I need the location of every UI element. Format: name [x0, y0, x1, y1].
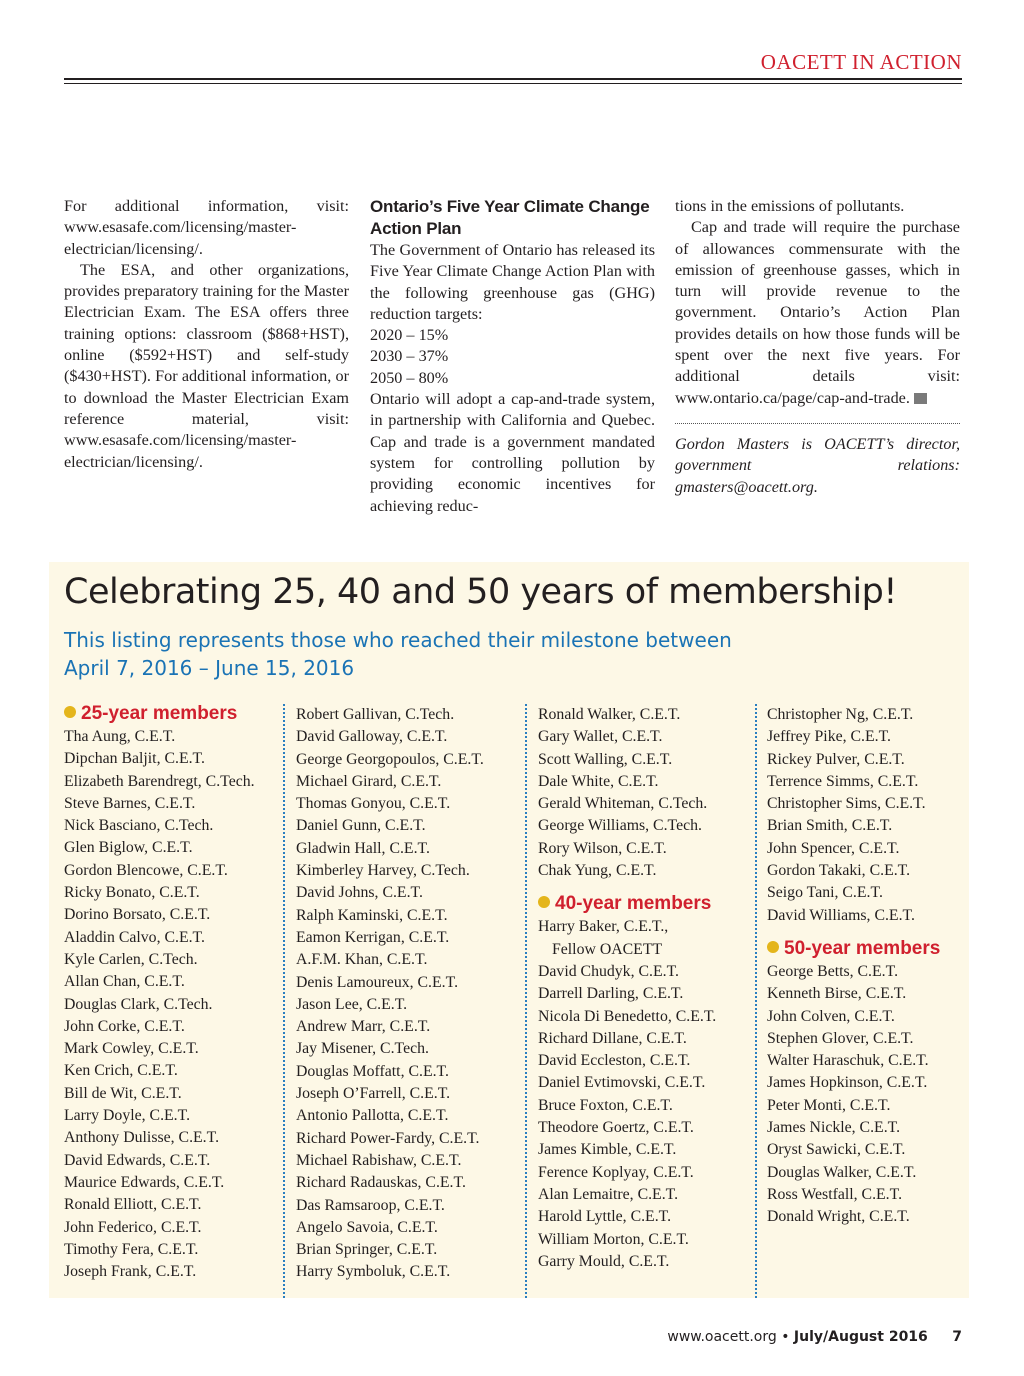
list-item: David Williams, C.E.T. — [767, 906, 915, 924]
member-list-40 — [538, 916, 753, 961]
list-item: Walter Haraschuk, C.E.T. — [767, 1052, 929, 1070]
list-item: John Spencer, C.E.T. — [767, 839, 900, 857]
member-column-2 — [296, 704, 516, 1284]
list-item: Daniel Gunn, C.E.T. — [296, 817, 426, 835]
list-item: David Edwards, C.E.T. — [64, 1151, 211, 1169]
list-item: Kimberley Harvey, C.Tech. — [296, 862, 470, 880]
list-item: Gary Wallet, C.E.T. — [538, 728, 663, 746]
header-rule — [64, 78, 962, 80]
list-item: Das Ramsaroop, C.E.T. — [296, 1196, 445, 1214]
list-item: Maurice Edwards, C.E.T. — [64, 1173, 225, 1191]
list-item: Jeffrey Pike, C.E.T. — [767, 728, 892, 746]
list-item: Elizabeth Barendregt, C.Tech. — [64, 772, 255, 790]
list-item: Joseph O’Farrell, C.E.T. — [296, 1085, 451, 1103]
list-item: Denis Lamoureux, C.E.T. — [296, 973, 459, 991]
list-item: Allan Chan, C.E.T. — [64, 973, 185, 991]
article-column-3 — [675, 196, 960, 498]
list-item: Ricky Bonato, C.E.T. — [64, 884, 200, 902]
list-item: David Eccleston, C.E.T. — [538, 1052, 691, 1070]
list-item: Seigo Tani, C.E.T. — [767, 884, 883, 902]
list-item: Ronald Elliott, C.E.T. — [64, 1196, 202, 1214]
column-separator — [283, 704, 285, 1298]
list-item: Thomas Gonyou, C.E.T. — [296, 795, 451, 813]
list-item: George Betts, C.E.T. — [767, 962, 899, 980]
list-item: Brian Springer, C.E.T. — [296, 1241, 438, 1259]
member-list-40-continued — [767, 704, 957, 927]
section-heading-50 — [767, 937, 957, 961]
bullet-icon — [64, 706, 76, 718]
list-item: George Georgopoulos, C.E.T. — [296, 750, 484, 768]
list-item: Richard Radauskas, C.E.T. — [296, 1174, 466, 1192]
list-item: David Galloway, C.E.T. — [296, 728, 448, 746]
footer-url: www.oacett.org — [667, 1329, 777, 1345]
paragraph — [675, 217, 960, 409]
paragraph: For additional information, visit: www.esasafe.com/licensing/master-electrician/licensing/. — [64, 197, 349, 258]
list-item: Chak Yung, C.E.T. — [538, 862, 657, 880]
list-item: Gerald Whiteman, C.Tech. — [538, 795, 708, 813]
list-item: Brian Smith, C.E.T. — [767, 817, 893, 835]
list-item: Bruce Foxton, C.E.T. — [538, 1096, 673, 1114]
column-separator — [755, 704, 757, 1298]
list-item: Mark Cowley, C.E.T. — [64, 1040, 199, 1058]
section-header: OACETT IN ACTION — [760, 50, 962, 74]
list-item: Alan Lemaitre, C.E.T. — [538, 1185, 679, 1203]
list-item: Gladwin Hall, C.E.T. — [296, 839, 430, 857]
list-item: Gordon Blencowe, C.E.T. — [64, 861, 228, 879]
list-item: Andrew Marr, C.E.T. — [296, 1018, 431, 1036]
list-item: John Colven, C.E.T. — [767, 1007, 895, 1025]
list-item: Rickey Pulver, C.E.T. — [767, 750, 905, 768]
list-item: Douglas Moffatt, C.E.T. — [296, 1062, 449, 1080]
member-column-3 — [538, 704, 753, 1273]
list-item: Oryst Sawicki, C.E.T. — [767, 1141, 906, 1159]
heading-text: 50-year members — [784, 937, 941, 959]
list-item: Ralph Kaminski, C.E.T. — [296, 906, 448, 924]
list-item: Kyle Carlen, C.Tech. — [64, 950, 198, 968]
list-item: Steve Barnes, C.E.T. — [64, 794, 196, 812]
list-item: Theodore Goertz, C.E.T. — [538, 1119, 694, 1137]
list-item: George Williams, C.Tech. — [538, 817, 702, 835]
membership-celebration-box — [49, 562, 969, 1298]
list-item: Jay Misener, C.Tech. — [296, 1040, 429, 1058]
list-item: Darrell Darling, C.E.T. — [538, 985, 684, 1003]
member-column-1 — [64, 702, 279, 1283]
paragraph-text: Cap and trade will require the purchase of allowances commensurate with the emission of greenhouse gasses, which in turn will provide revenue to the government. Ontario’s Action Plan provides details on how those funds will be spent over the next five years. For additional details visit: www.ontario.ca/page/cap-and-trade. — [675, 218, 960, 407]
member-list-25-continued — [538, 704, 753, 882]
target-item: 2020 – 15% — [370, 326, 449, 345]
list-item: Ronald Walker, C.E.T. — [538, 706, 681, 723]
list-item: Michael Girard, C.E.T. — [296, 772, 442, 790]
article-column-1 — [64, 196, 349, 473]
article-heading: Ontario’s Five Year Climate Change Action Plan — [370, 197, 650, 238]
bullet-icon — [767, 941, 779, 953]
list-item: Eamon Kerrigan, C.E.T. — [296, 928, 450, 946]
list-item: David Johns, C.E.T. — [296, 884, 423, 902]
list-item: Tha Aung, C.E.T. — [64, 728, 176, 745]
target-item: 2030 – 37% — [370, 347, 449, 366]
target-item: 2050 – 80% — [370, 368, 449, 387]
list-item: John Federico, C.E.T. — [64, 1218, 202, 1236]
list-item: John Corke, C.E.T. — [64, 1017, 185, 1035]
article-column-2 — [370, 196, 655, 517]
list-item: Ference Koplyay, C.E.T. — [538, 1163, 694, 1181]
list-item: Timothy Fera, C.E.T. — [64, 1240, 199, 1258]
subtitle-line: This listing represents those who reached their milestone between — [64, 628, 732, 652]
list-item: Peter Monti, C.E.T. — [767, 1096, 891, 1114]
list-item: James Kimble, C.E.T. — [538, 1141, 677, 1159]
member-list-40 — [538, 961, 753, 1273]
celebration-subtitle — [64, 626, 804, 682]
list-item: Nicola Di Benedetto, C.E.T. — [538, 1007, 717, 1025]
header-rule-thin — [64, 83, 962, 84]
page-number: 7 — [952, 1329, 962, 1345]
list-item: A.F.M. Khan, C.E.T. — [296, 951, 428, 969]
list-item: Robert Gallivan, C.Tech. — [296, 706, 455, 723]
list-item: Richard Power-Fardy, C.E.T. — [296, 1129, 480, 1147]
list-item: Donald Wright, C.E.T. — [767, 1208, 910, 1226]
heading-text: 40-year members — [555, 893, 712, 915]
bullet-icon — [538, 896, 550, 908]
list-item: Dipchan Baljit, C.E.T. — [64, 750, 205, 768]
list-item: Douglas Walker, C.E.T. — [767, 1163, 917, 1181]
footer-separator: • — [781, 1329, 790, 1345]
member-column-4 — [767, 704, 957, 1229]
member-list-25 — [64, 726, 279, 1283]
divider — [675, 423, 960, 424]
list-item: James Nickle, C.E.T. — [767, 1119, 901, 1137]
list-item: Ross Westfall, C.E.T. — [767, 1185, 903, 1203]
list-item: Harry Baker, C.E.T., — [538, 918, 669, 936]
paragraph: The ESA, and other organizations, provides preparatory training for the Master Electrician Exam. The ESA offers three training options: classroom ($868+HST), online ($592+HST) and self-study ($430+HST). For additional information, or to download the Master Electrician Exam reference material, visit: www.esasafe.com/licensing/master-electrician/licensing/. — [64, 260, 349, 471]
list-item: Christopher Sims, C.E.T. — [767, 795, 926, 813]
list-item: Douglas Clark, C.Tech. — [64, 995, 213, 1013]
list-item: Joseph Frank, C.E.T. — [64, 1263, 197, 1281]
paragraph: tions in the emissions of pollutants. — [675, 197, 905, 215]
celebration-title: Celebrating 25, 40 and 50 years of membership! — [64, 572, 897, 612]
list-item: Jason Lee, C.E.T. — [296, 995, 408, 1013]
list-item: James Hopkinson, C.E.T. — [767, 1074, 928, 1092]
section-heading-25 — [64, 702, 279, 726]
list-item: Kenneth Birse, C.E.T. — [767, 985, 907, 1003]
column-separator — [525, 704, 527, 1298]
list-item: Scott Walling, C.E.T. — [538, 750, 673, 768]
list-item: Bill de Wit, C.E.T. — [64, 1084, 182, 1102]
member-list-50 — [767, 961, 957, 1229]
list-item: Stephen Glover, C.E.T. — [767, 1029, 914, 1047]
end-mark-icon — [914, 393, 927, 404]
list-item: Michael Rabishaw, C.E.T. — [296, 1151, 462, 1169]
list-item: Gordon Takaki, C.E.T. — [767, 862, 911, 880]
list-item: Glen Biglow, C.E.T. — [64, 839, 193, 857]
section-heading-40 — [538, 892, 753, 916]
paragraph: Ontario will adopt a cap-and-trade system, in partnership with California and Quebec. Cap and trade is a government mandated system for controlling pollution by providing economic incentives for achieving reduc- — [370, 390, 655, 515]
footer-issue: July/August 2016 — [793, 1329, 928, 1345]
list-item: Richard Dillane, C.E.T. — [538, 1029, 687, 1047]
list-item: Daniel Evtimovski, C.E.T. — [538, 1074, 706, 1092]
heading-text: 25-year members — [81, 703, 238, 724]
list-item: Dale White, C.E.T. — [538, 772, 659, 790]
list-item: Garry Mould, C.E.T. — [538, 1252, 670, 1270]
list-item: Terrence Simms, C.E.T. — [767, 772, 919, 790]
author-byline: Gordon Masters is OACETT’s director, government relations: gmasters@oacett.org. — [675, 434, 960, 496]
list-item-continuation: Fellow OACETT — [552, 940, 663, 958]
list-item: Ken Crich, C.E.T. — [64, 1062, 178, 1080]
list-item: Dorino Borsato, C.E.T. — [64, 906, 211, 924]
list-item: Harold Lyttle, C.E.T. — [538, 1208, 672, 1226]
list-item: Nick Basciano, C.Tech. — [64, 817, 214, 835]
member-list-25-continued — [296, 704, 516, 1284]
list-item: David Chudyk, C.E.T. — [538, 962, 679, 980]
list-item: Angelo Savoia, C.E.T. — [296, 1218, 438, 1236]
subtitle-line: April 7, 2016 – June 15, 2016 — [64, 656, 355, 680]
list-item: Antonio Pallotta, C.E.T. — [296, 1107, 449, 1125]
list-item: Anthony Dulisse, C.E.T. — [64, 1129, 220, 1147]
list-item: Larry Doyle, C.E.T. — [64, 1107, 191, 1125]
list-item: Christopher Ng, C.E.T. — [767, 706, 914, 723]
list-item: Aladdin Calvo, C.E.T. — [64, 928, 205, 946]
list-item: Harry Symboluk, C.E.T. — [296, 1263, 451, 1281]
paragraph: The Government of Ontario has released its Five Year Climate Change Action Plan with the following greenhouse gas (GHG) reduction targets: — [370, 241, 655, 323]
list-item: William Morton, C.E.T. — [538, 1230, 689, 1248]
page-footer — [667, 1329, 962, 1345]
list-item: Rory Wilson, C.E.T. — [538, 839, 667, 857]
